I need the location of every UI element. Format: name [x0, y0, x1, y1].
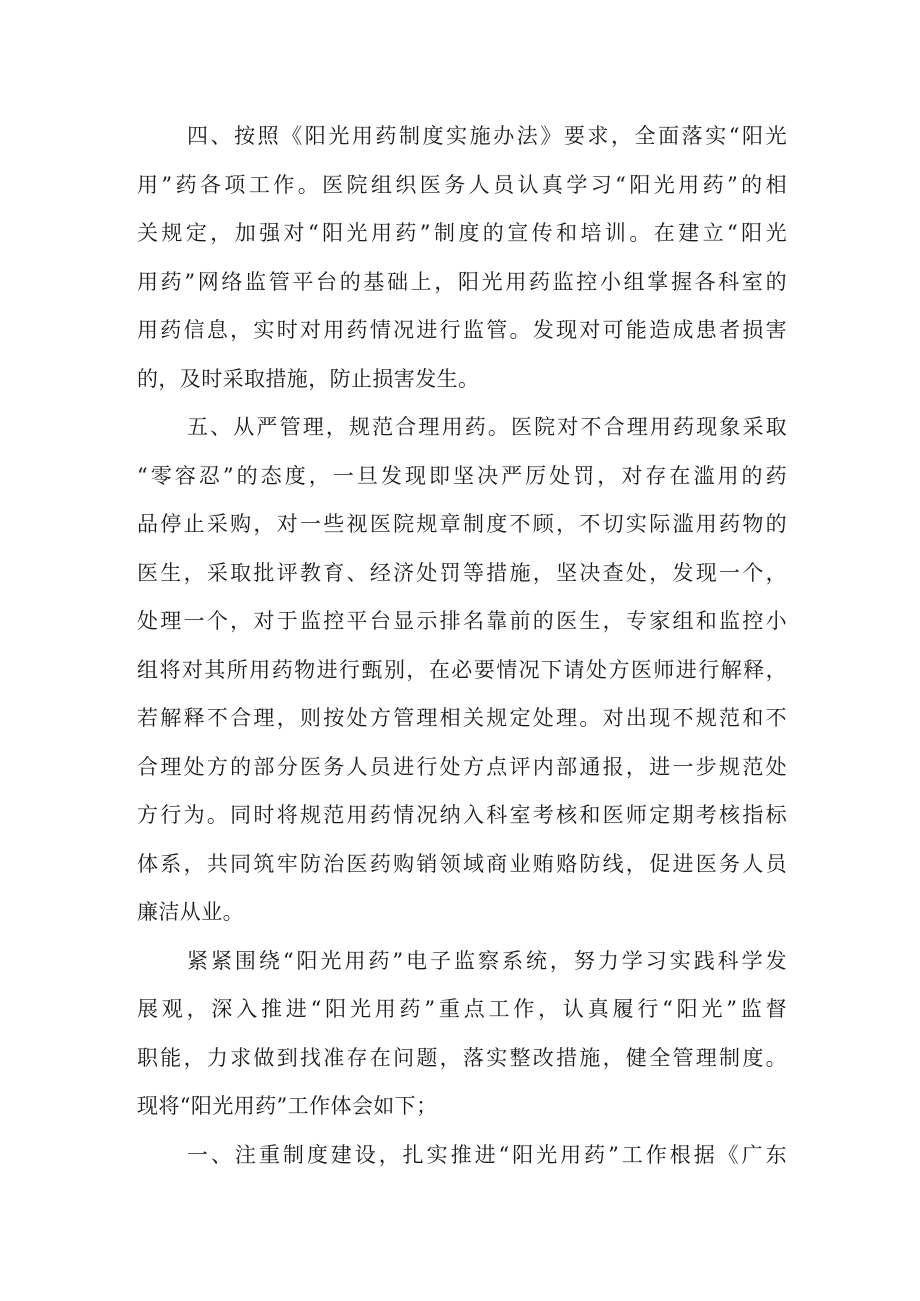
paragraph-intro-line-4: 现将“阳光用药”工作体会如下；	[137, 1094, 438, 1118]
paragraph-5-line-10: 体系，共同筑牢防治医药购销领域商业贿赂防线，促进医务人员	[137, 851, 787, 876]
paragraph-4-line-3: 关规定，加强对“阳光用药”制度的宣传和培训。在建立“阳光	[137, 221, 787, 245]
paragraph-4-line-5: 用药信息，实时对用药情况进行监管。发现对可能造成患者损害	[137, 318, 787, 342]
paragraph-4-line-4: 用药”网络监管平台的基础上，阳光用药监控小组掌握各科室的	[137, 269, 787, 294]
paragraph-5-line-1: 五、从严管理，规范合理用药。医院对不合理用药现象采取	[187, 415, 787, 439]
paragraph-5-line-5: 处理一个，对于监控平台显示排名靠前的医生，专家组和监控小	[137, 609, 787, 633]
paragraph-5-line-9: 方行为。同时将规范用药情况纳入科室考核和医师定期考核指标	[137, 803, 787, 827]
paragraph-4-line-6: 的，及时采取措施，防止损害发生。	[137, 366, 480, 391]
paragraph-5-line-2: “零容忍”的态度，一旦发现即坚决严厉处罚，对存在滥用的药	[137, 463, 787, 488]
paragraph-5-line-3: 品停止采购，对一些视医院规章制度不顾，不切实际滥用药物的	[137, 512, 787, 536]
paragraph-5-line-7: 若解释不合理，则按处方管理相关规定处理。对出现不规范和不	[137, 706, 787, 730]
paragraph-intro-line-1: 紧紧围绕“阳光用药”电子监察系统，努力学习实践科学发	[187, 948, 787, 973]
paragraph-intro-line-2: 展观，深入推进“阳光用药”重点工作，认真履行“阳光”监督	[137, 997, 787, 1021]
paragraph-intro-line-3: 职能，力求做到找准存在问题，落实整改措施，健全管理制度。	[137, 1045, 787, 1070]
paragraph-5-line-6: 组将对其所用药物进行甄别，在必要情况下请处方医师进行解释，	[137, 657, 787, 682]
paragraph-5-line-4: 医生，采取批评教育、经济处罚等措施，坚决查处，发现一个，	[137, 560, 787, 585]
paragraph-1-line-1: 一、注重制度建设，扎实推进“阳光用药”工作根据《广东	[187, 1142, 787, 1167]
paragraph-5-line-11: 廉洁从业。	[137, 900, 244, 924]
paragraph-5-line-8: 合理处方的部分医务人员进行处方点评内部通报，进一步规范处	[137, 754, 787, 779]
paragraph-4-line-1: 四、按照《阳光用药制度实施办法》要求，全面落实“阳光	[187, 124, 787, 148]
paragraph-4-line-2: 用”药各项工作。医院组织医务人员认真学习“阳光用药”的相	[137, 172, 787, 197]
document-body	[137, 112, 787, 1179]
